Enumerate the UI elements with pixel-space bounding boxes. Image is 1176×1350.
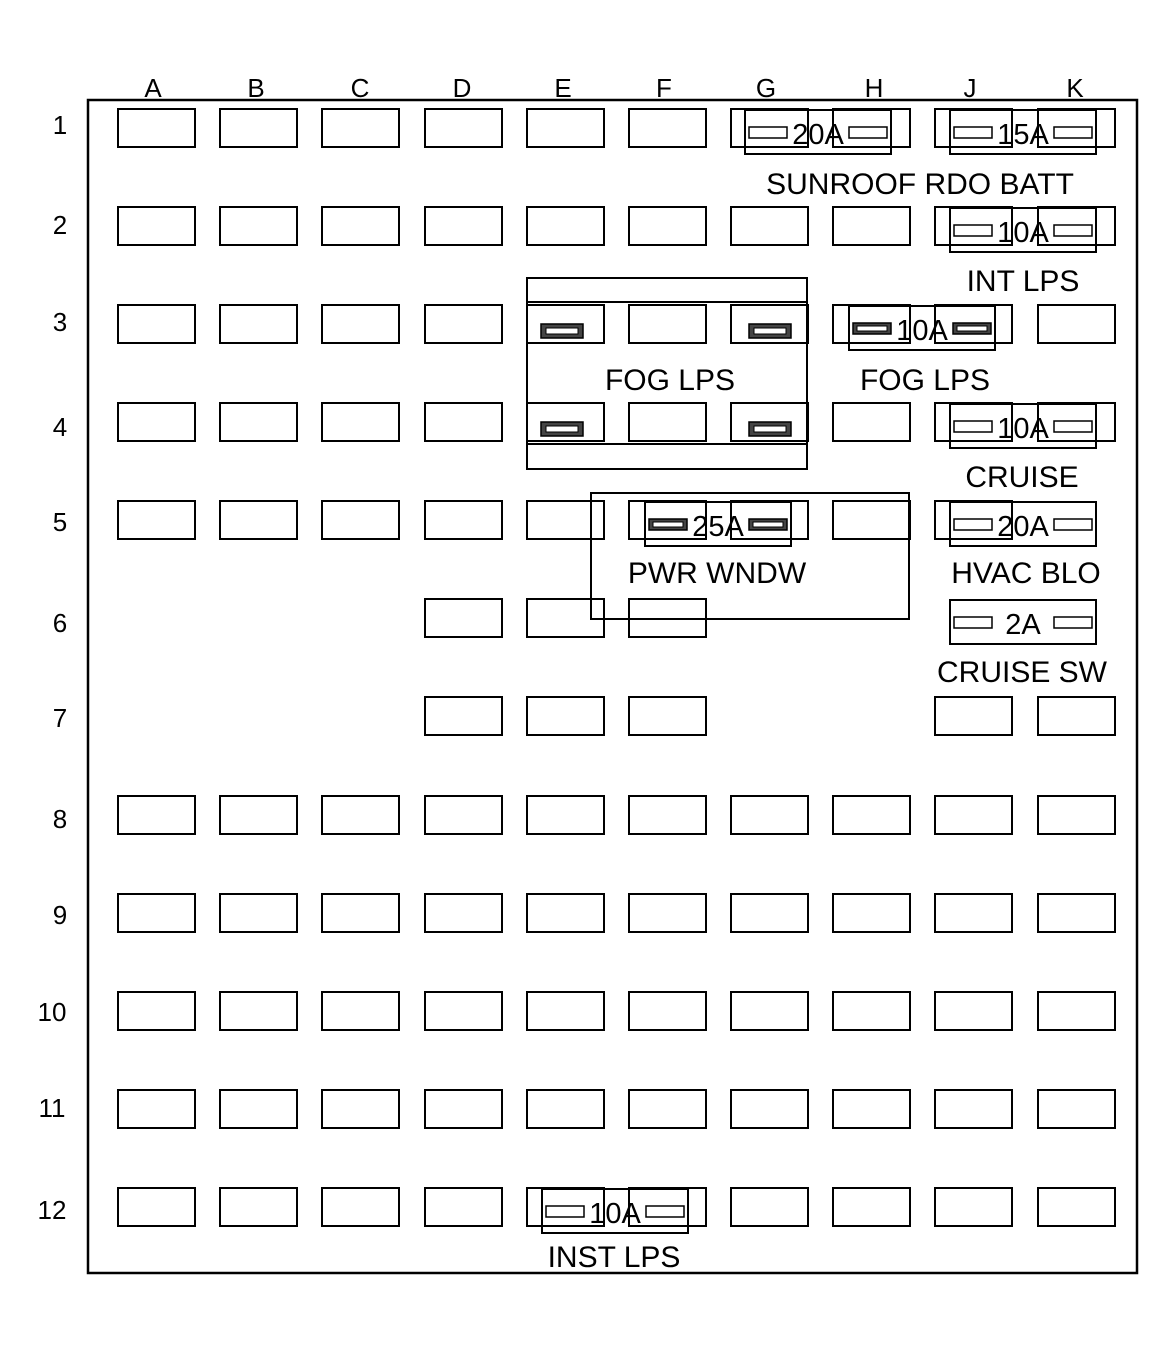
fuse-cavity: [629, 1090, 706, 1128]
fuse-cavity: [220, 992, 297, 1030]
fuse-cavity: [833, 992, 910, 1030]
fuse-amperage: 10A: [589, 1198, 641, 1230]
fuse-cavity: [1038, 1188, 1115, 1226]
fuse-cavity: [1038, 796, 1115, 834]
fuse-cavity: [935, 894, 1012, 932]
fuse-cavity: [425, 403, 502, 441]
fuse-cavity: [629, 697, 706, 735]
fuse-cavity: [1038, 1090, 1115, 1128]
row-headers: [38, 110, 68, 1225]
fuse-cavity: [322, 207, 399, 245]
fuse-cavity: [118, 501, 195, 539]
fuse-cavity: [629, 109, 706, 147]
fuse-amperage: 2A: [1005, 609, 1041, 641]
fuse-cavity: [527, 697, 604, 735]
fuse-cavity: [118, 894, 195, 932]
label-cruise-sw: CRUISE SW: [936, 656, 1108, 689]
fuse-cavity: [935, 796, 1012, 834]
row-header: 8: [52, 804, 68, 834]
row-header: 2: [52, 210, 68, 240]
fuse-cavity: [629, 403, 706, 441]
fuse-cavity: [322, 1188, 399, 1226]
fuse-amperage: 10A: [997, 413, 1049, 445]
fuse-cavity: [527, 1090, 604, 1128]
fuse-cavity: [833, 1188, 910, 1226]
fuse-cavity: [425, 501, 502, 539]
fuse-cavity: [425, 1188, 502, 1226]
fuse-cavity: [731, 207, 808, 245]
fuse-cavity: [1038, 992, 1115, 1030]
row-header: 5: [52, 507, 68, 537]
fuse-amperage: 10A: [997, 217, 1049, 249]
label-fog-lps-relay: FOG LPS: [604, 364, 736, 397]
fuse-cavity: [629, 992, 706, 1030]
relay-terminal: [541, 324, 583, 338]
relay-terminal: [749, 422, 791, 436]
fuse-cavity: [731, 1188, 808, 1226]
fuse-cavity: [629, 305, 706, 343]
fuse-cavity: [1038, 305, 1115, 343]
label-cruise: CRUISE: [965, 461, 1079, 494]
label-pwr-wndw: PWR WNDW: [627, 557, 807, 590]
fuse-cavity: [425, 599, 502, 637]
column-header: A: [144, 73, 162, 103]
row-header: 12: [37, 1195, 67, 1225]
fuse-cavity: [629, 207, 706, 245]
fuse-amperage: 15A: [997, 119, 1049, 151]
relay-terminal: [749, 324, 791, 338]
circuit-labels: [548, 168, 1108, 1274]
fuse-amperage: 20A: [792, 119, 844, 151]
fuse-cavity: [833, 894, 910, 932]
fuse-cavity: [935, 1090, 1012, 1128]
fuse-cavity: [322, 992, 399, 1030]
fuse-cavity: [118, 1090, 195, 1128]
fuse-cavity: [527, 894, 604, 932]
fuse-cavity: [629, 894, 706, 932]
fuse-cavity: [935, 697, 1012, 735]
fuse-cavity: [425, 697, 502, 735]
fuse-cavity: [425, 992, 502, 1030]
label-hvac-blo: HVAC BLO: [951, 557, 1101, 590]
fuse-cavity: [220, 796, 297, 834]
fuse-cruise-sw: [950, 600, 1096, 644]
label-inst-lps: INST LPS: [547, 1241, 681, 1274]
column-header: E: [554, 73, 572, 103]
row-header: 11: [38, 1093, 66, 1123]
column-header: K: [1066, 73, 1084, 103]
relay-terminal: [541, 422, 583, 436]
fuse-cavity: [425, 1090, 502, 1128]
column-header: G: [755, 73, 777, 103]
fuse-cavity: [118, 403, 195, 441]
fuse-cavity: [322, 501, 399, 539]
fuse-cavity: [731, 992, 808, 1030]
fuse-cavity: [935, 992, 1012, 1030]
row-header: 6: [52, 608, 68, 638]
fuse-cavity: [220, 403, 297, 441]
column-header: C: [350, 73, 370, 103]
column-header: D: [452, 73, 472, 103]
fuse-cavity: [220, 894, 297, 932]
fuse-cavity: [527, 501, 604, 539]
fuse-cavity: [118, 1188, 195, 1226]
fuse-cavity: [322, 305, 399, 343]
fuse-cavity: [220, 501, 297, 539]
label-sunroof-rdo-batt: SUNROOF RDO BATT: [766, 168, 1074, 201]
fuse-cavity: [1038, 697, 1115, 735]
fuse-cavity: [220, 109, 297, 147]
fuse-cavity: [833, 1090, 910, 1128]
column-header: B: [247, 73, 265, 103]
fuse-cavity: [322, 796, 399, 834]
row-header: 7: [52, 703, 68, 733]
fuse-cavity: [527, 796, 604, 834]
fuse-cavity: [731, 894, 808, 932]
fuse-cavity: [527, 207, 604, 245]
fuse-cavity: [322, 109, 399, 147]
fuse-cavity: [220, 305, 297, 343]
fuse-cavity: [833, 501, 910, 539]
fuse-cavity: [833, 207, 910, 245]
column-headers: [144, 73, 1084, 103]
fuse-cavity: [629, 796, 706, 834]
row-header: 3: [52, 307, 68, 337]
fuse-cavity: [322, 894, 399, 932]
column-header: F: [656, 73, 672, 103]
fuse-cavity: [118, 305, 195, 343]
fuse-cavity: [425, 305, 502, 343]
fuse-cavity: [425, 894, 502, 932]
fuse-cavity: [833, 796, 910, 834]
fuse-cavity: [118, 207, 195, 245]
label-fog-lps-fuse: FOG LPS: [859, 364, 991, 397]
fuse-cavity: [425, 207, 502, 245]
row-header: 4: [52, 412, 68, 442]
fuse-amperage: 20A: [997, 511, 1049, 543]
row-header: 10: [37, 997, 67, 1027]
fuse-cavity: [118, 109, 195, 147]
fuse-cavity: [935, 1188, 1012, 1226]
fuse-amperage: 25A: [692, 511, 744, 543]
row-header: 9: [52, 900, 68, 930]
fuse-cavity: [220, 1188, 297, 1226]
fuse-cavity: [527, 109, 604, 147]
fuse-cavity: [118, 992, 195, 1030]
fuse-cavity: [833, 403, 910, 441]
label-int-lps: INT LPS: [966, 265, 1080, 298]
fuse-amperage: 10A: [896, 315, 948, 347]
fuse-cavity: [527, 992, 604, 1030]
fuse-cavity: [1038, 894, 1115, 932]
fuse-cavity: [731, 796, 808, 834]
fuse-cavity: [220, 207, 297, 245]
fuse-cavity: [731, 1090, 808, 1128]
fuse-cavity: [322, 403, 399, 441]
fuse-cavity: [220, 1090, 297, 1128]
fuse-cavity: [322, 1090, 399, 1128]
column-header: J: [963, 73, 977, 103]
row-header: 1: [52, 110, 68, 140]
fuse-cavity: [425, 796, 502, 834]
column-header: H: [864, 73, 884, 103]
fuse-cavity: [425, 109, 502, 147]
pwr-wndw-frame: [591, 493, 909, 619]
fuse-cavity: [118, 796, 195, 834]
